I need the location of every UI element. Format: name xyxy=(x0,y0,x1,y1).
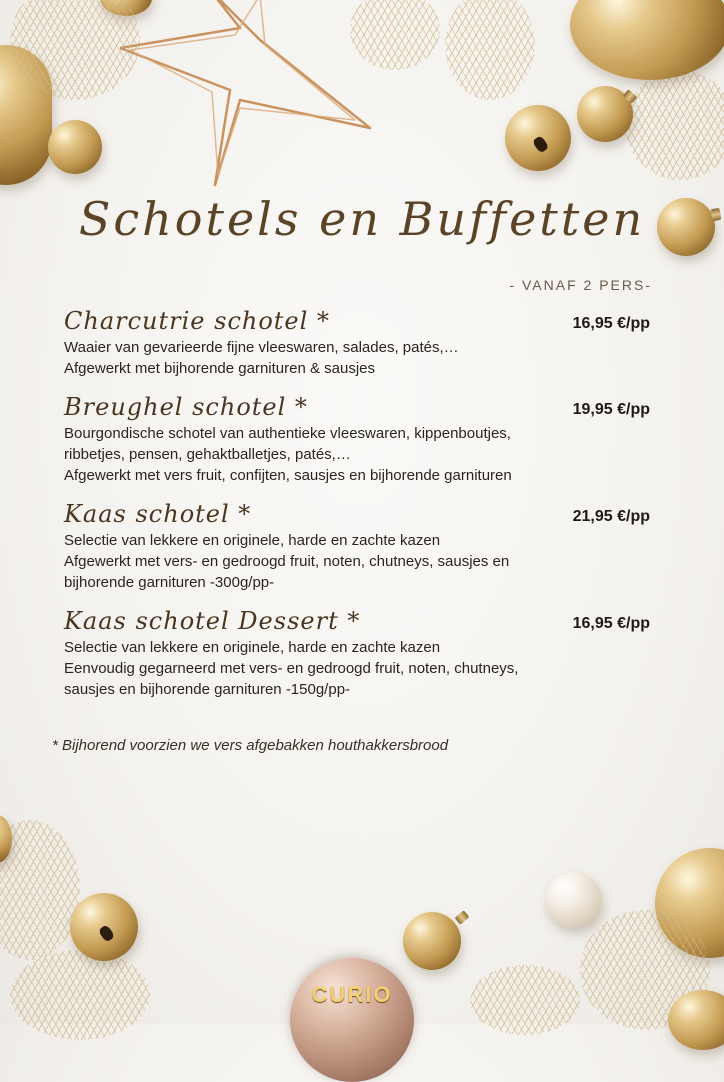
menu-item-description xyxy=(64,423,654,486)
description-line: Selectie van lekkere en originele, harde en zachte kazen xyxy=(64,639,441,656)
menu-item-price: 16,95 €/pp xyxy=(572,615,650,632)
menu-item-price: 16,95 €/pp xyxy=(572,315,650,332)
jingle-bell-top xyxy=(505,105,571,171)
pine-branch-bottom-center xyxy=(470,965,580,1035)
description-line: sausjes en bijhorende garnituren -150g/pp- xyxy=(64,681,351,698)
menu-item-kaas xyxy=(64,500,654,593)
menu-item-name: Charcutrie schotel * xyxy=(64,307,330,335)
jingle-bell-bottom-left xyxy=(70,893,138,961)
description-line: Eenvoudig gegarneerd met vers- en gedroogd fruit, noten, chutneys, xyxy=(64,660,519,677)
page-title: Schotels en Buffetten xyxy=(78,192,646,246)
pine-branch-bottom-left-lower xyxy=(10,950,150,1040)
description-line: Bourgondische schotel van authentieke vleeswaren, kippenboutjes, xyxy=(64,425,511,442)
pearl-ball-bottom-right xyxy=(546,872,602,928)
menu-item-name: Kaas schotel * xyxy=(64,500,252,528)
gold-ball-top-right-large xyxy=(570,0,724,80)
description-line: Afgewerkt met vers- en gedroogd fruit, noten, chutneys, sausjes en xyxy=(64,553,510,570)
description-line: bijhorende garnituren -300g/pp- xyxy=(64,574,275,591)
gold-ball-top-left-small xyxy=(48,120,102,174)
menu-item-kaas-dessert xyxy=(64,607,654,700)
menu-item-breughel xyxy=(64,393,654,486)
footnote: * Bijhorend voorzien we vers afgebakken houthakkersbrood xyxy=(52,737,449,754)
pine-branch-top-right xyxy=(445,0,535,100)
pine-branch-right xyxy=(625,70,724,180)
menu-item-name: Breughel schotel * xyxy=(64,393,308,421)
gold-ball-bottom-edge xyxy=(668,990,724,1050)
description-line: Waaier van gevarieerde fijne vleeswaren, salades, patés,… xyxy=(64,339,459,356)
description-line: Afgewerkt met vers fruit, confijten, sausjes en bijhorende garnituren xyxy=(64,467,512,484)
gold-ball-bottom-center xyxy=(403,912,461,970)
description-line: Afgewerkt met bijhorende garnituren & sausjes xyxy=(64,360,376,377)
menu-item-description xyxy=(64,530,654,593)
logo-text: CURIO xyxy=(311,982,393,1007)
menu-item-charcutrie xyxy=(64,307,654,379)
ornament-cap xyxy=(455,910,470,925)
pine-branch-bottom-left xyxy=(0,820,80,960)
menu-item-description xyxy=(64,337,654,379)
description-line: Selectie van lekkere en originele, harde en zachte kazen xyxy=(64,532,441,549)
menu-item-name: Kaas schotel Dessert * xyxy=(64,607,361,635)
menu-item-price: 19,95 €/pp xyxy=(572,401,650,418)
page-subtitle: - VANAF 2 PERS- xyxy=(509,277,652,293)
menu-item-price: 21,95 €/pp xyxy=(572,508,650,525)
curio-logo-ornament xyxy=(290,958,414,1082)
menu-item-description xyxy=(64,637,654,700)
wire-star-decoration xyxy=(100,0,380,195)
description-line: ribbetjes, pensen, gehaktballetjes, patés,… xyxy=(64,446,351,463)
